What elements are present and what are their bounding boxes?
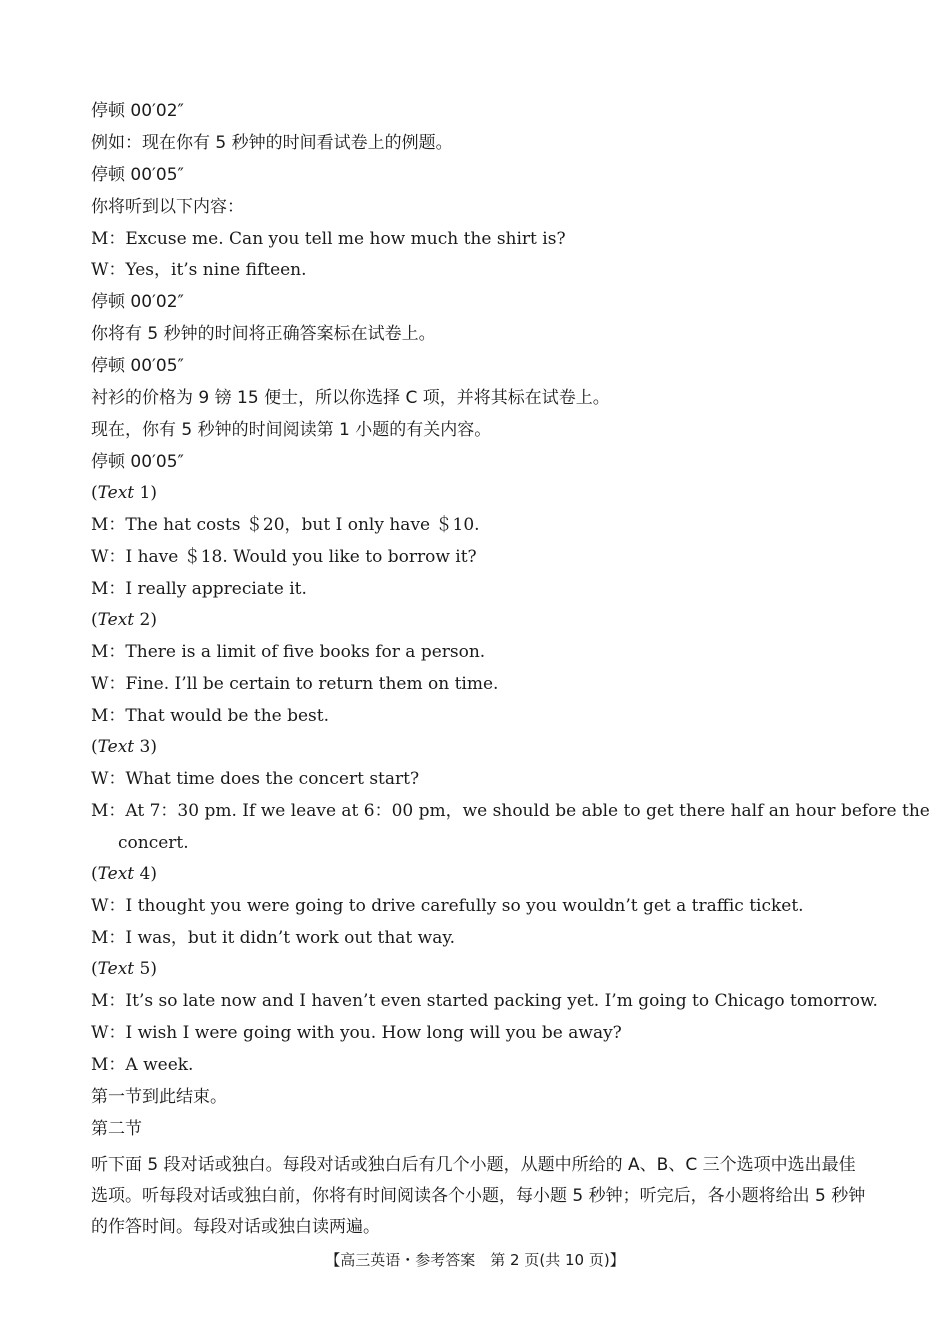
dialogue-line: M：It’s so late now and I haven’t even started packing yet. I’m going to Chicago tomorrow.: [91, 991, 878, 1011]
dialogue-line: M：That would be the best.: [91, 706, 330, 726]
page-footer: 【高三英语・参考答案 第 2 页(共 10 页)】: [325, 1251, 625, 1269]
section-heading: 第二节: [91, 1119, 142, 1139]
pause-note: 停顿 00′02″: [91, 101, 184, 121]
dialogue-line: W：I wish I were going with you. How long will you be away?: [91, 1023, 622, 1043]
dialogue-line: M：There is a limit of five books for a person.: [91, 642, 486, 662]
text-heading: (Text 2): [91, 610, 157, 630]
dialogue-line: W：Yes，it’s nine fifteen.: [91, 260, 307, 280]
text-heading: (Text 5): [91, 959, 157, 979]
pause-note: 停顿 00′05″: [91, 165, 184, 185]
pause-note: 停顿 00′05″: [91, 452, 184, 472]
dialogue-line: M：Excuse me. Can you tell me how much the shirt is?: [91, 229, 566, 249]
dialogue-line: W：I thought you were going to drive carefully so you wouldn’t get a traffic ticket.: [91, 896, 804, 916]
section-instructions: 听下面 5 段对话或独白。每段对话或独白后有几个小题，从题中所给的 A、B、C 三个选项中选出最佳选项。听每段对话或独白前，你将有时间阅读各个小题，每小题 5 秒钟；听完后，各小题将给出 5 秒钟的作答时间。每段对话或独白读两遍。: [91, 1155, 866, 1237]
text-heading: (Text 1): [91, 483, 157, 503]
example-explanation: 衬衫的价格为 9 镑 15 便士，所以你选择 C 项，并将其标在试卷上。: [91, 388, 610, 408]
dialogue-line: W：What time does the concert start?: [91, 769, 420, 789]
pause-note: 停顿 00′02″: [91, 292, 184, 312]
example-instruction: 例如：现在你有 5 秒钟的时间看试卷上的例题。: [91, 133, 453, 153]
answer-instruction: 你将有 5 秒钟的时间将正确答案标在试卷上。: [91, 324, 436, 344]
dialogue-line: M：I was，but it didn’t work out that way.: [91, 928, 456, 948]
dialogue-continuation: concert.: [118, 833, 189, 853]
dialogue-line: M：A week.: [91, 1055, 194, 1075]
dialogue-line: M：At 7：30 pm. If we leave at 6：00 pm，we should be able to get there half an hour before the: [91, 801, 930, 821]
hear-intro: 你将听到以下内容：: [91, 197, 244, 217]
dialogue-line: M：The hat costs ＄20，but I only have ＄10.: [91, 515, 480, 535]
pause-note: 停顿 00′05″: [91, 356, 184, 376]
section-end-note: 第一节到此结束。: [91, 1087, 227, 1107]
reading-instruction: 现在，你有 5 秒钟的时间阅读第 1 小题的有关内容。: [91, 420, 492, 440]
dialogue-line: W：I have ＄18. Would you like to borrow it?: [91, 547, 477, 567]
dialogue-line: M：I really appreciate it.: [91, 579, 307, 599]
text-heading: (Text 4): [91, 864, 157, 884]
dialogue-line: W：Fine. I’ll be certain to return them on time.: [91, 674, 499, 694]
text-heading: (Text 3): [91, 737, 157, 757]
